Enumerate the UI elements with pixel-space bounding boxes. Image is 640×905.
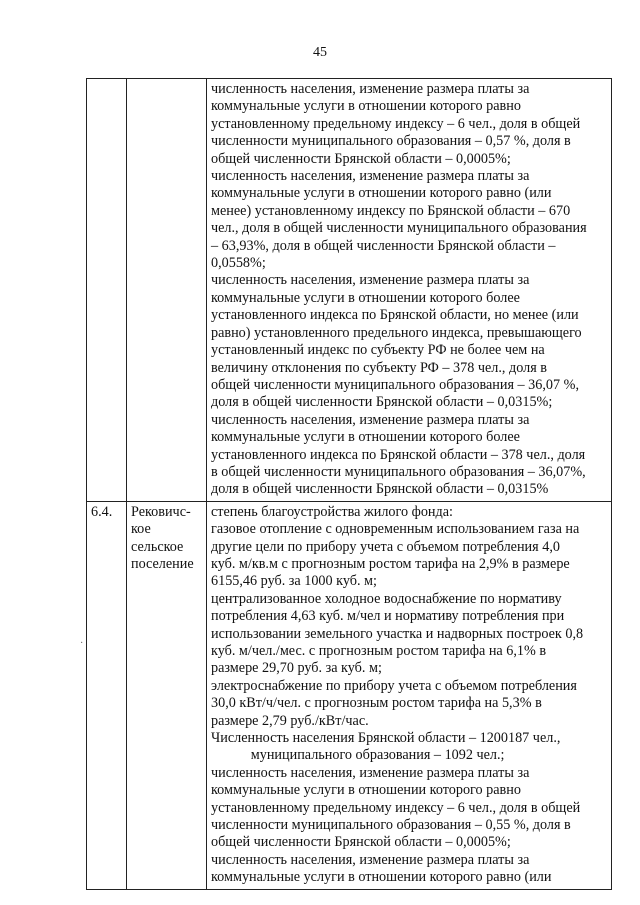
text-line: установленному предельному индексу – 6 чел., доля в общей (211, 799, 581, 816)
text-line: – 63,93%, доля в общей численности Брянской области – (211, 237, 556, 254)
municipality-name-line: поселение (131, 555, 194, 572)
municipality-name-cell (127, 79, 207, 502)
municipality-name-cell (127, 501, 207, 889)
text-line: установленному предельному индексу – 6 чел., доля в общей (211, 115, 581, 132)
municipality-name-line: Рековичс- (131, 503, 191, 520)
text-line: чел., доля в общей численности муниципального образования (211, 220, 587, 237)
text-line: коммунальные услуги в отношении которого равно (211, 98, 521, 115)
text-line: муниципального образования – 1092 чел.; (250, 747, 505, 764)
text-line: коммунальные услуги в отношении которого равно (211, 782, 521, 799)
text-line: численности муниципального образования – 0,57 %, доля в (211, 133, 571, 150)
text-line: куб. м/чел./мес. с прогнозным ростом тарифа на 6,1% в (211, 643, 547, 659)
content-table (86, 78, 612, 890)
row-number-cell (87, 79, 127, 502)
text-line: коммунальные услуги в отношении которого равно (или (211, 185, 552, 202)
text-line: доля в общей численности Брянской области – 0,0315%; (211, 394, 553, 411)
text-line: равно) установленного предельного индекса, превышающего (211, 324, 582, 341)
row-number-cell: 6.4. (87, 501, 127, 889)
text-line: установленного индекса по Брянской области – 378 чел., доля (211, 446, 586, 463)
text-line: газовое отопление с одновременным использованием газа на (211, 521, 580, 538)
text-line: общей численности муниципального образования – 36,07 %, (211, 376, 580, 393)
text-line: другие цели по прибору учета с объемом потребления 4,0 (211, 538, 560, 555)
text-line: доля в общей численности Брянской области – 0,0315% (211, 481, 549, 498)
text-line: потребления 4,63 куб. м/чел и нормативу потребления при (211, 608, 565, 625)
table-row (87, 79, 612, 502)
text-line: общей численности Брянской области – 0,0005%; (211, 834, 511, 851)
text-line: установленный индекс по субъекту РФ не более чем на (211, 342, 545, 359)
text-line: централизованное холодное водоснабжение по нормативу (211, 590, 562, 607)
text-line: менее) установленному индексу по Брянской области – 670 (211, 202, 571, 219)
text-line: 30,0 кВт/ч/чел. с прогнозным ростом тарифа на 5,3% в (211, 695, 542, 712)
text-line: величину отклонения по субъекту РФ – 378 чел., доля в (211, 359, 547, 376)
text-line: общей численности Брянской области – 0,0005%; (211, 150, 511, 167)
text-line: Численность населения Брянской области – 1200187 чел., (211, 730, 561, 747)
text-line: 6155,46 руб. за 1000 куб. м; (211, 573, 377, 590)
text-line: численность населения, изменение размера платы за (211, 764, 530, 781)
table-row (87, 501, 612, 889)
text-line: коммунальные услуги в отношении которого более (211, 289, 520, 306)
text-line: электроснабжение по прибору учета с объемом потребления (211, 677, 577, 694)
text-line: численность населения, изменение размера платы за (211, 168, 530, 185)
text-line: размере 2,79 руб./кВт/час. (211, 712, 369, 729)
margin-mark: · (80, 638, 84, 649)
municipality-name-line: кое (131, 521, 151, 538)
description-cell (207, 79, 612, 502)
text-line: численность населения, изменение размера платы за (211, 272, 530, 289)
page-number: 45 (313, 45, 327, 60)
text-line: численности муниципального образования – 0,55 %, доля в (211, 817, 571, 834)
text-line: численность населения, изменение размера платы за (211, 851, 530, 868)
description-cell (207, 501, 612, 889)
text-line: использовании земельного участка и надворных построек 0,8 (211, 625, 584, 642)
text-line: коммунальные услуги в отношении которого равно (или (211, 869, 552, 886)
text-line: степень благоустройства жилого фонда: (211, 503, 453, 520)
municipality-name-line: сельское (131, 538, 184, 555)
text-line: установленного индекса по Брянской области, но менее (или (211, 307, 579, 324)
text-line: 0,0558%; (211, 255, 266, 272)
text-line: в общей численности муниципального образования – 36,07%, (211, 463, 586, 480)
text-line: численность населения, изменение размера платы за (211, 411, 530, 428)
text-line: численность населения, изменение размера платы за (211, 81, 530, 97)
text-line: куб. м/кв.м с прогнозным ростом тарифа на 2,9% в размере (211, 555, 570, 572)
text-line: коммунальные услуги в отношении которого более (211, 429, 520, 446)
text-line: размере 29,70 руб. за куб. м; (211, 660, 382, 677)
